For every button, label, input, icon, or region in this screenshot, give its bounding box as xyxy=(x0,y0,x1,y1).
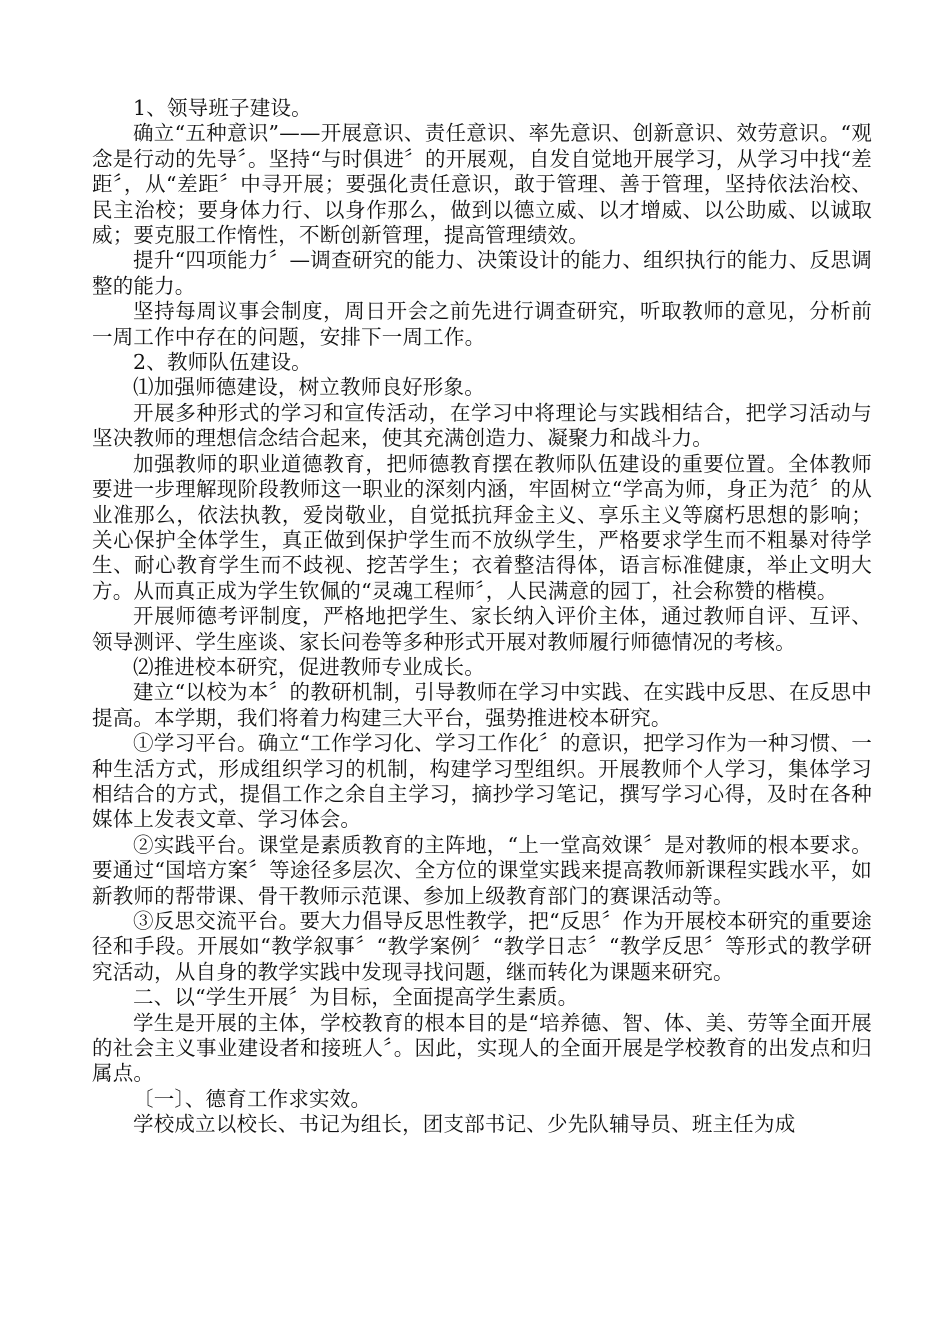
paragraph: 学生是开展的主体，学校教育的根本目的是“培养德、智、体、美、劳等全面开展的社会主义事业建设者和接班人〞。因此，实现人的全面开展是学校教育的出发点和归属点。 xyxy=(92,1010,872,1086)
list-item-practice-platform: ②实践平台。课堂是素质教育的主阵地，“上一堂高效课〞是对教师的根本要求。要通过“国培方案〞等途径多层次、全方位的课堂实践来提高教师新课程实践水平，如新教师的帮带课、骨干教师示范课、参加上级教育部门的赛课活动等。 xyxy=(92,832,872,908)
section-heading-teachers: 2、教师队伍建设。 xyxy=(133,350,312,375)
paragraph: 加强教师的职业道德教育，把师德教育摆在教师队伍建设的重要位置。全体教师要进一步理解现阶段教师这一职业的深刻内涵，牢固树立“学高为师，身正为范〞的从业准那么，依法执教，爱岗敬业，自觉抵抗拜金主义、享乐主义等腐朽思想的影响；关心保护全体学生，真正做到保护学生而不放纵学生，严格要求学生而不粗暴对待学生、耐心教育学生而不歧视、挖苦学生；衣着整洁得体，语言标准健康，举止文明大方。从而真正成为学生钦佩的“灵魂工程师〞，人民满意的园丁，社会称赞的楷模。 xyxy=(92,451,872,603)
paragraph: 开展多种形式的学习和宣传活动，在学习中将理论与实践相结合，把学习活动与坚决教师的理想信念结合起来，使其充满创造力、凝聚力和战斗力。 xyxy=(92,400,872,451)
paragraph: 开展师德考评制度，严格地把学生、家长纳入评价主体，通过教师自评、互评、领导测评、学生座谈、家长问卷等多种形式开展对教师履行师德情况的考核。 xyxy=(92,604,872,654)
section-heading-students: 二、以“学生开展〞为目标，全面提高学生素质。 xyxy=(133,985,579,1010)
subsection-heading: ⑵推进校本研究，促进教师专业成长。 xyxy=(133,654,485,679)
paragraph: 提升“四项能力〞—调查研究的能力、决策设计的能力、组织执行的能力、反思调整的能力。 xyxy=(92,248,872,298)
list-item-reflection-platform: ③反思交流平台。要大力倡导反思性教学，把“反思〞作为开展校本研究的重要途径和手段。开展如“教学叙事〞“教学案例〞“教学日志〞“教学反思〞等形式的教学研究活动，从自身的教学实践中发现寻找问题，继而转化为课题来研究。 xyxy=(92,909,872,984)
subsection-heading: ⑴加强师德建设，树立教师良好形象。 xyxy=(133,375,485,400)
paragraph: 学校成立以校长、书记为组长，团支部书记、少先队辅导员、班主任为成 xyxy=(133,1112,796,1137)
section-heading-leadership: 1、领导班子建设。 xyxy=(133,96,312,120)
paragraph: 确立“五种意识”——开展意识、责任意识、率先意识、创新意识、效劳意识。“观念是行动的先导〞。坚持“与时俱进〞的开展观，自发自觉地开展学习，从学习中找“差距〞，从“差距〞中寻开展；要强化责任意识，敢于管理、善于管理，坚持依法治校、民主治校；要身体力行、以身作那么，做到以德立威、以才增威、以公助威、以诚取威；要克服工作惰性，不断创新管理，提高管理绩效。 xyxy=(92,121,872,248)
document-body xyxy=(92,96,872,1138)
list-item-learning-platform: ①学习平台。确立“工作学习化、学习工作化〞的意识，把学习作为一种习惯、一种生活方式，形成组织学习的机制，构建学习型组织。开展教师个人学习，集体学习相结合的方式，提倡工作之余自主学习，摘抄学习笔记，撰写学习心得，及时在各种媒体上发表文章、学习体会。 xyxy=(92,731,872,832)
subsection-heading-moral-education: 〔一〕、德育工作求实效。 xyxy=(133,1086,372,1111)
paragraph: 坚持每周议事会制度，周日开会之前先进行调查研究，听取教师的意见，分析前一周工作中存在的问题，安排下一周工作。 xyxy=(92,299,872,349)
paragraph: 建立“以校为本〞的教研机制，引导教师在学习中实践、在实践中反思、在反思中提高。本学期，我们将着力构建三大平台，强势推进校本研究。 xyxy=(92,680,872,730)
